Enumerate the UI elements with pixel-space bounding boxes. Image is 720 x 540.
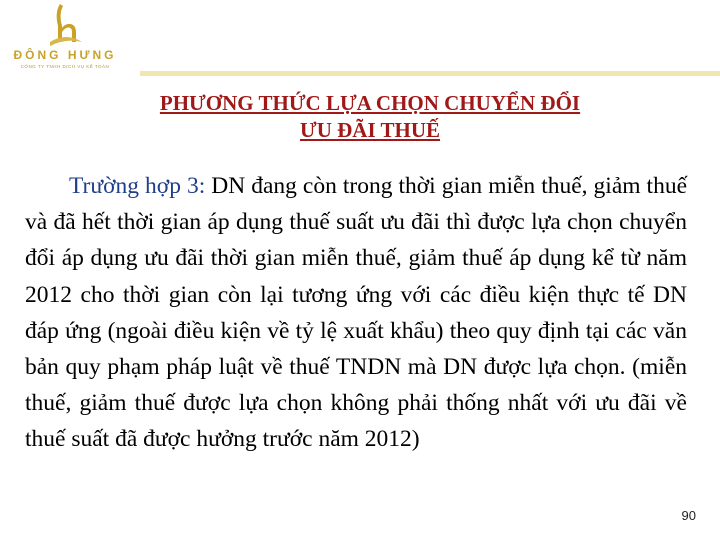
logo-emblem-icon bbox=[46, 2, 86, 48]
slide-number: 90 bbox=[681, 508, 696, 523]
logo-company-subtitle: CÔNG TY TNHH DỊCH VỤ KẾ TOÁN bbox=[20, 64, 110, 69]
slide-title-line-2: ƯU ĐÃI THUẾ bbox=[299, 118, 441, 142]
header-divider bbox=[140, 71, 720, 76]
case-label: Trường hợp 3: bbox=[69, 173, 206, 199]
slide-title bbox=[60, 90, 680, 144]
logo-company-name: ĐÔNG HƯNG bbox=[13, 48, 117, 62]
company-logo bbox=[0, 0, 140, 78]
slide-title-line-1: PHƯƠNG THỨC LỰA CHỌN CHUYỂN ĐỔI bbox=[159, 91, 581, 115]
body-paragraph bbox=[25, 168, 687, 458]
body-text: DN đang còn trong thời gian miễn thuế, giảm thuế và đã hết thời gian áp dụng thuế suất ưu đãi thì được lựa chọn chuyển đổi áp dụng ưu đãi thời gian miễn thuế, giảm thuế áp dụng kể từ năm 2012 cho thời gian còn lại tương ứng với các điều kiện thực tế DN đáp ứng (ngoài điều kiện về tỷ lệ xuất khẩu) theo quy định tại các văn bản quy phạm pháp luật về thuế TNDN mà DN được lựa chọn. (miễn thuế, giảm thuế được lựa chọn không phải thống nhất với ưu đãi về thuế suất đã được hưởng trước năm 2012) bbox=[25, 173, 687, 453]
